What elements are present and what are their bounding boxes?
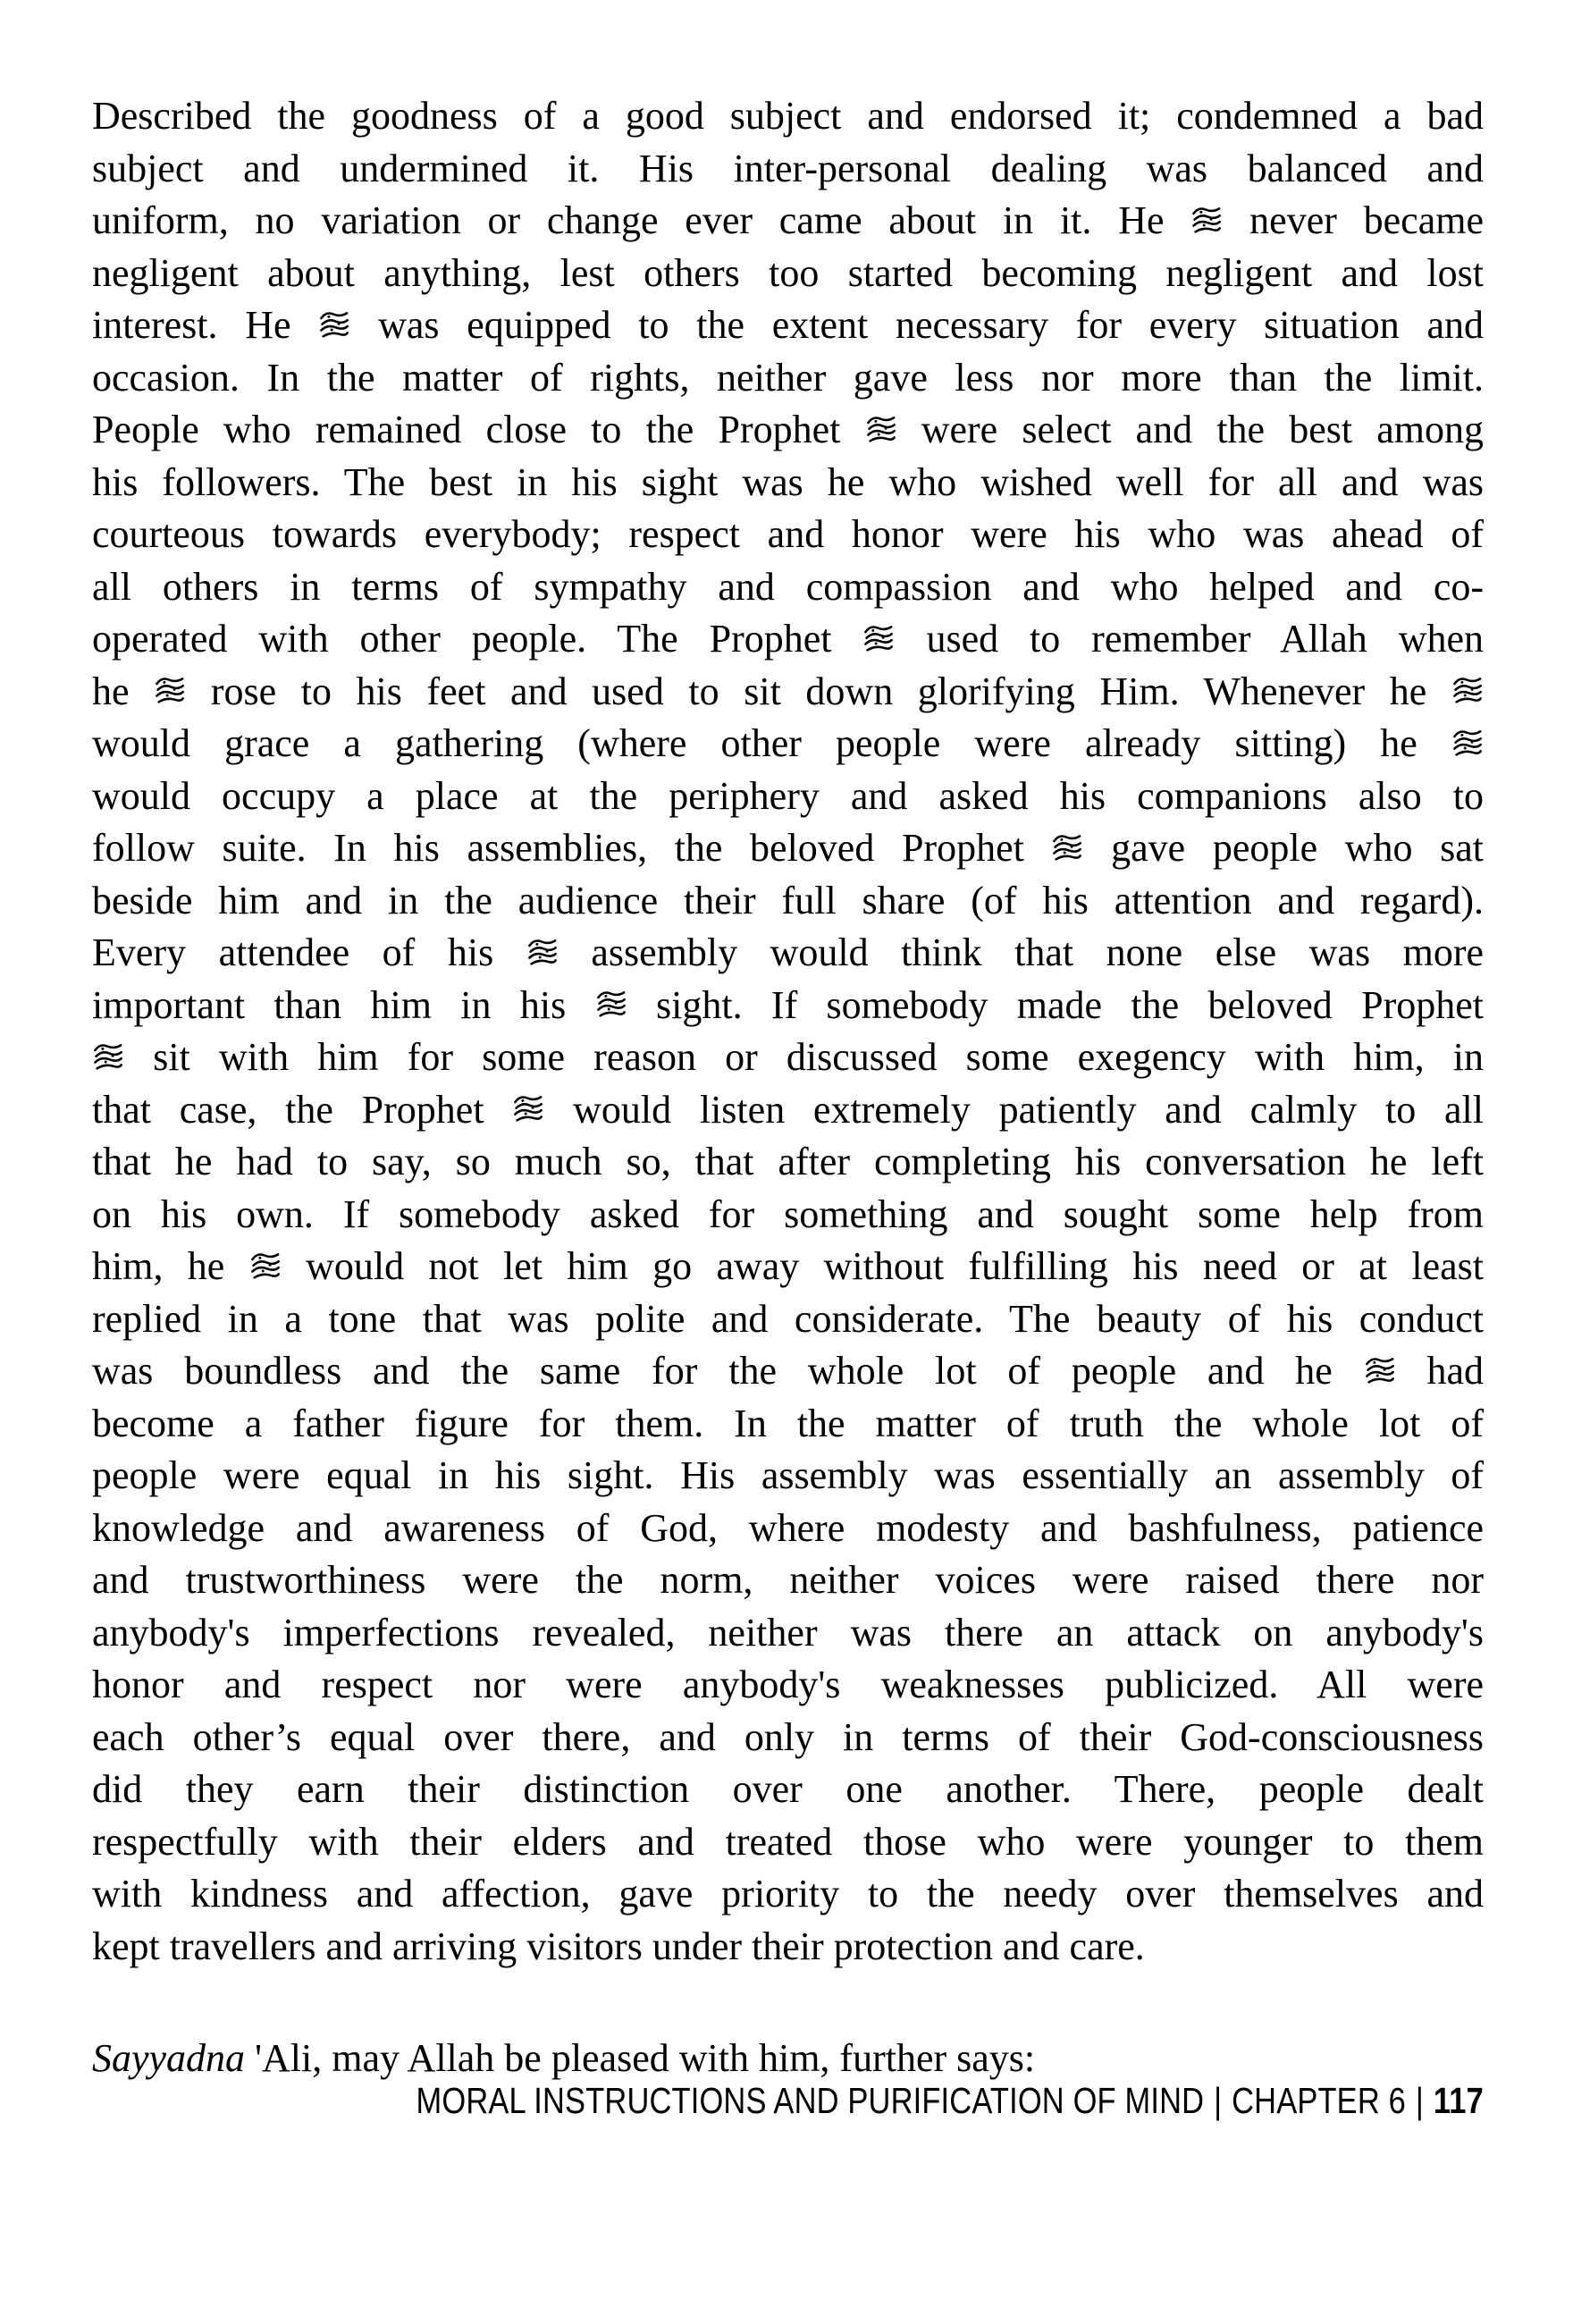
text-line: each other’s equal over there, and only in terms of their God-consciousness	[92, 1714, 1484, 1759]
text-line: follow suite. In his assemblies, the beloved Prophet gave people who sat	[92, 826, 1484, 870]
closing-lead-italic: Sayyadna	[92, 2036, 246, 2080]
pbuh-icon	[154, 674, 186, 708]
pbuh-icon	[1190, 204, 1223, 238]
footer-separator: |	[1214, 2080, 1223, 2121]
text-line: did they earn their distinction over one another. There, people dealt	[92, 1767, 1484, 1811]
text-line: operated with other people. The Prophet used to remember Allah when	[92, 617, 1484, 661]
text-line: sit with him for some reason or discussed some exegency with him, in	[92, 1031, 1484, 1084]
pbuh-icon	[1451, 674, 1484, 708]
text-line: and trustworthiness were the norm, neither voices were raised there nor	[92, 1558, 1484, 1602]
text-line: honor and respect nor were anybody's weaknesses publicized. All were	[92, 1663, 1484, 1706]
footer-book-title: MORAL INSTRUCTIONS AND PURIFICATION OF MIND	[416, 2080, 1205, 2121]
pbuh-icon	[595, 988, 627, 1022]
text-line: on his own. If somebody asked for something and sought some help from	[92, 1191, 1484, 1236]
pbuh-icon	[526, 936, 559, 970]
text-line: anybody's imperfections revealed, neither was there an attack on anybody's	[92, 1610, 1484, 1655]
text-line: important than him in his sight. If somebody made the beloved Prophet	[92, 982, 1485, 1027]
text-line: negligent about anything, lest others too started becoming negligent and lost	[92, 250, 1484, 295]
text-line: with kindness and affection, gave priority to the needy over themselves and	[92, 1872, 1484, 1916]
text-line: would grace a gathering (where other people were already sitting) he	[92, 718, 1484, 770]
text-line: subject and undermined it. His inter-personal dealing was balanced and	[92, 146, 1484, 190]
pbuh-icon	[512, 1092, 544, 1126]
text-line: become a father figure for them. In the matter of truth the whole lot of	[92, 1401, 1484, 1445]
footer-separator: |	[1415, 2080, 1425, 2121]
text-line: that he had to say, so much so, that after completing his conversation he left	[92, 1140, 1484, 1183]
text-line: courteous towards everybody; respect and honor were his who was ahead of	[92, 512, 1484, 556]
text-line: all others in terms of sympathy and compassion and who helped and co-	[92, 564, 1484, 609]
text-line: interest. He was equipped to the extent necessary for every situation and	[92, 303, 1484, 347]
pbuh-icon	[1051, 831, 1083, 865]
text-line: Described the goodness of a good subject and endorsed it; condemned a bad	[92, 94, 1484, 138]
text-line: uniform, no variation or change ever came about in it. He never became	[92, 198, 1484, 242]
pbuh-icon	[865, 413, 897, 447]
text-line: beside him and in the audience their full share (of his attention and regard).	[92, 878, 1484, 922]
text-line: respectfully with their elders and treated those who were younger to them	[92, 1819, 1484, 1864]
closing-line	[92, 2033, 1484, 2085]
text-line: Every attendee of his assembly would think that none else was more	[92, 930, 1485, 974]
text-line: people were equal in his sight. His assembly was essentially an assembly of	[92, 1453, 1484, 1497]
text-line: occasion. In the matter of rights, neither gave less nor more than the limit.	[92, 355, 1484, 400]
text-line: he rose to his feet and used to sit down glorifying Him. Whenever he	[92, 666, 1484, 719]
footer-chapter: CHAPTER 6	[1232, 2080, 1406, 2121]
text-line: his followers. The best in his sight was he who wished well for all and was	[92, 459, 1484, 504]
text-line: him, he would not let him go away without fulfilling his need or at least	[92, 1244, 1484, 1288]
pbuh-icon	[862, 622, 895, 656]
text-line: replied in a tone that was polite and considerate. The beauty of his conduct	[92, 1296, 1484, 1341]
page-footer	[416, 2080, 1484, 2121]
text-line: was boundless and the same for the whole lot of people and he had	[92, 1349, 1485, 1393]
pbuh-icon	[92, 1040, 124, 1074]
pbuh-icon	[1364, 1354, 1396, 1388]
pbuh-icon	[1451, 727, 1484, 761]
closing-rest: 'Ali, may Allah be pleased with him, further says:	[245, 2036, 1036, 2080]
pbuh-icon	[249, 1250, 282, 1284]
text-line: kept travellers and arriving visitors under their protection and care.	[92, 1924, 1145, 1968]
body-text	[92, 90, 1484, 1973]
footer-page-number: 117	[1433, 2080, 1484, 2121]
pbuh-icon	[318, 308, 350, 342]
text-line: knowledge and awareness of God, where modesty and bashfulness, patience	[92, 1505, 1484, 1550]
text-line: People who remained close to the Prophet were select and the best among	[92, 408, 1485, 451]
text-line: would occupy a place at the periphery and asked his companions also to	[92, 773, 1484, 818]
text-line: that case, the Prophet would listen extremely patiently and calmly to all	[92, 1087, 1484, 1132]
